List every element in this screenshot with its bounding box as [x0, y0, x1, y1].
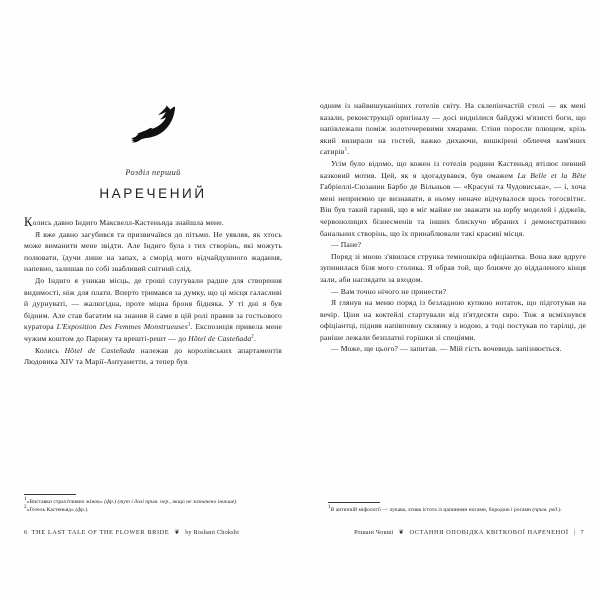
paragraph-text: Я вже давно загубився та призвичаївся до пітьми. Не уявляв, як хтось може виманити мене звідти. Але Індиго була з тих створінь, які можуть полювати, їдучи лише на запах, а сморід мого відчайдушного жадання, напевно, залишав по собі звабливий снітний слід.: [24, 229, 282, 274]
flying-raven-ornament: [24, 100, 282, 162]
paragraph-text: одним із найвишуканіших готелів світу. На склепінчастій стелі — як мені казали, реконструкції оригіналу — досі виднілися байдужі м'язисті боги, що напівлежали поміж золоточеревими хмарами. Стіни поросли плющем, крізь який визирали на гостей, важко дихаючи, вишкірені обличчя кам'яних сатирів: [320, 101, 586, 157]
footnote-marker: 1: [24, 496, 27, 502]
footnote-item: [24, 507, 282, 515]
chapter-title: НАРЕЧЕНИЙ: [99, 186, 207, 201]
paragraph-text: Поряд зі мною з'явилася струнка темношкіра офіціантка. Вона вже вдруге зупинилася біля мого столика. Я обрав той, що ближче до віддаленого кінця зали, аби наглядати за входом.: [320, 251, 586, 284]
drop-cap: К: [24, 215, 33, 229]
left-body-text: [24, 217, 282, 368]
footer-book-title: THE LAST TALE OF THE FLOWER BRIDE: [31, 529, 170, 536]
paragraph: [24, 217, 282, 229]
right-page: [300, 0, 600, 600]
italic-title: L'Exposition Des Femmes Monstrueuses: [56, 322, 188, 332]
footnote-italic: (фр.).: [75, 507, 89, 514]
paragraph-text: — Може, ще цього? — запитав. — Мій гість вочевидь запізнюється.: [331, 344, 562, 354]
paragraph-text: олись давно Індиго Максвелл-Кастеньяда знайшла мене.: [32, 218, 224, 227]
leaf-ornament-icon: ❦: [398, 529, 405, 536]
paragraph-text: належав до королівських апартаментів Людовика XIV та Марії-Антуанетти, а тепер був: [24, 345, 282, 367]
italic-title: La Belle et la Bête: [517, 170, 586, 180]
paragraph-text: До Індиго я уникав місць, де гроші слугували радше для створення видимості, ніж для плати. Вперто тримався за думку, що ці місця галасливі й дурнуваті, — жалюгідна, проте міцна броня бідняка. У ті дні я був бідним. Але став багатим на знання й саме в цій ролі правив за гостьового куратора: [24, 275, 282, 332]
footnote-ref[interactable]: 1: [344, 147, 348, 153]
paragraph: [24, 345, 282, 368]
left-footnotes: [24, 494, 282, 516]
footnote-item: [24, 496, 282, 507]
left-page-footer: [24, 528, 239, 536]
footnote-marker: 1: [328, 505, 331, 511]
paragraph-text: Колись: [35, 345, 65, 355]
paragraph: [320, 239, 586, 251]
leaf-ornament-icon: ❦: [174, 529, 181, 536]
footnote-text: «Готель Кастеньяд»: [26, 507, 76, 514]
page-number: 7: [580, 529, 584, 536]
paragraph-text: Габріеллі-Сюзанни Барбо де Вільньов — «Красуні та Чудовиська», — і, хоча мені неприємно це визнавати, в ньому неначе відчувалося щось тогосвітнє. Він був такий гарний, що я міг майже не зважати на юрбу моделей і діджеїв, червонолицих бізнесменів та інших блискучо вбраних і демонстративно банальних створінь, що їх принаблювали такі красиві місця.: [320, 182, 586, 238]
paragraph: [24, 275, 282, 345]
paragraph: [320, 100, 586, 158]
footnote-item: [328, 507, 586, 515]
footnote-marker: 2: [24, 505, 27, 511]
footnote-ref[interactable]: 2: [251, 334, 254, 340]
footer-book-title: ОСТАННЯ ОПОВІДКА КВІТКОВОЇ НАРЕЧЕНОЇ: [409, 529, 569, 536]
right-footnotes: [328, 502, 586, 516]
footnote-divider: [24, 494, 76, 495]
paragraph-text: — Пане?: [331, 240, 362, 250]
footnote-italic: (прим. ред.).: [532, 507, 562, 514]
footer-author: Рошані Чокші: [354, 529, 394, 536]
footer-separator: |: [573, 529, 576, 536]
right-body-text: [320, 100, 586, 355]
paragraph-text: — Вам точно нічого не принести?: [331, 286, 447, 296]
footnote-italic: (фр.) (тут і далі прим. пер., якщо не зазначено інакше).: [104, 498, 238, 505]
chapter-subtitle: Розділ перший: [125, 168, 181, 177]
paragraph-text: .: [347, 147, 350, 157]
paragraph: [320, 297, 586, 343]
footnote-text: В античній міфології — лукава, хтива істота із цапиними ногами, бородою і рогами: [330, 507, 533, 514]
italic-title: Hôtel de Casteñada: [64, 345, 135, 355]
paragraph: [320, 158, 586, 239]
paragraph: [320, 251, 586, 286]
right-page-footer: [354, 528, 584, 536]
paragraph-text: Я глянув на меню поряд із безладною купкою нотаток, що підготував на вечір. Ціни на коктейлі стартували від п'ятдесяти євро. Тож я всміхнувся офіціантці, підняв напівповну склянку з водою, а тоді постукав по тарілці, де раніше лежали безплатні горішки зі спеціями.: [320, 298, 586, 342]
paragraph-text: .: [253, 333, 256, 343]
footnote-ref[interactable]: 1: [187, 322, 191, 328]
paragraph-text: Усім було відомо, що кожен із готелів родини Кастеньяд втілює певний казковий мотив. Цей, як я здогадувався, був омажем: [320, 158, 586, 180]
footer-author: by Roshani Chokshi: [185, 529, 239, 536]
footnote-divider: [328, 502, 380, 503]
paragraph: [320, 343, 586, 355]
paragraph-text: . Експозиція привела мене чужим коштом до Парижу та врешті-решт — до: [24, 322, 282, 343]
paragraph: [320, 286, 586, 298]
italic-title: Hôtel de Casteñada: [188, 333, 252, 343]
page-number: 6: [24, 529, 28, 536]
footnote-text: «Виставки страхітливих жінок»: [26, 498, 105, 505]
paragraph: [24, 229, 282, 275]
